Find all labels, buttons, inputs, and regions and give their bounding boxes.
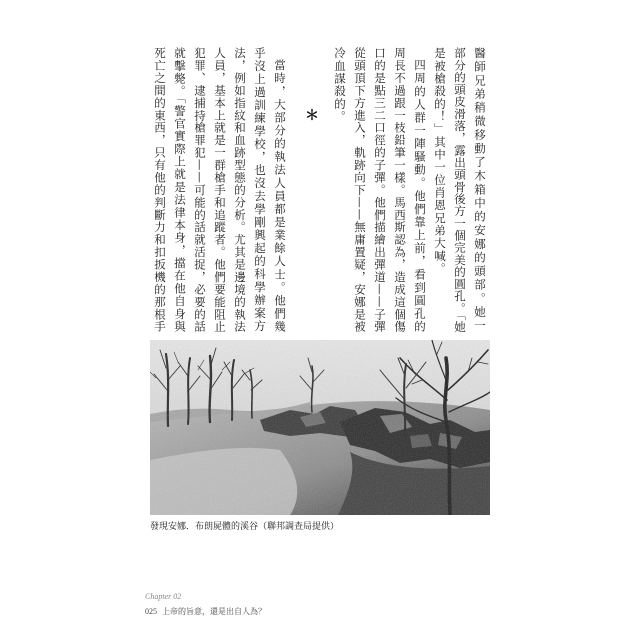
ravine-photo <box>150 340 490 515</box>
chapter-label: Chapter 02 <box>145 592 182 601</box>
chapter-title: 上帝的旨意，還是出自人為？ <box>162 607 266 616</box>
text-column: 人員，基本上就是一群槍手和追蹤者。他們要能阻止 <box>213 47 227 333</box>
text-column: 周長不過跟一枝鉛筆一樣。馬西斯認為，造成這個傷 <box>393 47 407 333</box>
page-number: 025 <box>145 607 157 616</box>
text-column: 部分的頭皮滑落，露出頭骨後方一個完美的圓孔。「她 <box>453 47 467 333</box>
text-column: 死亡之間的東西，只有他的判斷力和扣扳機的那根手 <box>153 47 167 333</box>
figure-caption: 發現安娜．布朗屍體的溪谷（聯邦調查局提供） <box>150 522 340 532</box>
text-column: 乎沒上過訓練學校，也沒去學剛興起的科學辦案方 <box>253 47 267 333</box>
text-column: 當時，大部分的執法人員都是業餘人士。他們幾 <box>273 58 287 333</box>
text-column: 四周的人群一陣騷動。他們靠上前，看到圓孔的 <box>413 58 427 333</box>
text-column: 從頭頂下方進入，軌跡向下——無庸置疑，安娜是被 <box>353 47 367 333</box>
text-column: 就擊斃。「警官實際上就是法律本身，擋在他自身與 <box>173 47 187 333</box>
text-column: 法，例如指紋和血跡型態的分析。尤其是邊境的執法 <box>233 47 247 333</box>
text-column: 醫師兄弟稍微移動了木箱中的安娜的頭部。她一 <box>473 47 487 333</box>
page-footer <box>145 606 266 617</box>
text-column: 冷血謀殺的。 <box>333 47 347 123</box>
text-column: 是被槍殺的！」其中一位肖恩兄弟大喊。 <box>433 47 447 275</box>
text-column: 犯罪、逮捕持槍罪犯——可能的話就活捉，必要的話 <box>193 47 207 333</box>
text-column: 口的是點三二口徑的子彈。他們描繪出彈道——子彈 <box>373 47 387 333</box>
section-break-asterisk: ＊ <box>305 108 319 124</box>
